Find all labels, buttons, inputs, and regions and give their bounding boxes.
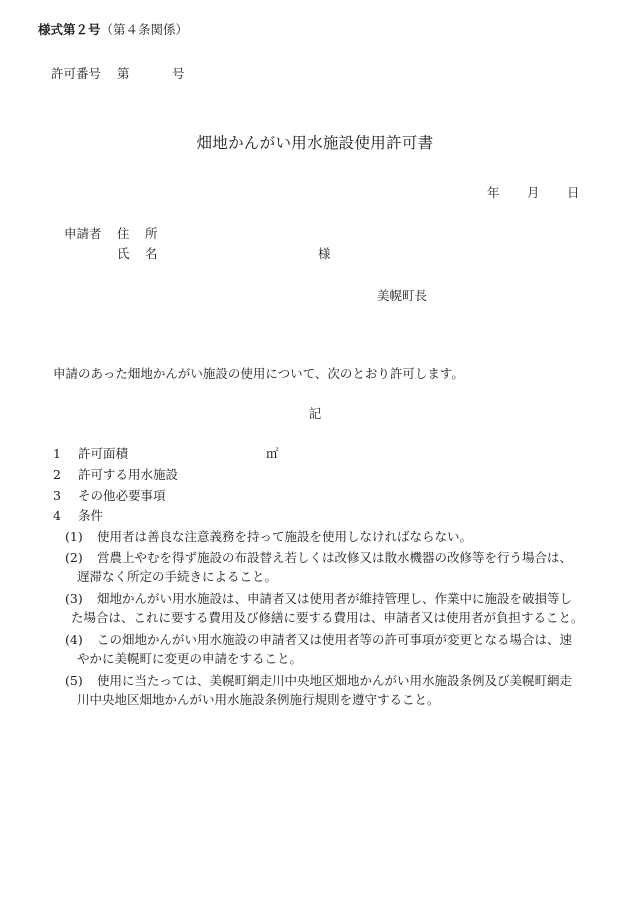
condition-line-1: 畑地かんがい用水施設は、申請者又は使用者が維持管理し、作業中に施設を破損等し: [97, 591, 573, 606]
condition-item: [65, 634, 610, 665]
item-text: 許可面積: [78, 446, 129, 461]
condition-line-1: 使用に当たっては、美幌町網走川中央地区畑地かんがい用水施設条例及び美幌町網走: [97, 673, 573, 688]
ki-heading: 記: [308, 406, 322, 421]
item-number: 2: [53, 467, 61, 482]
condition-number: (2): [65, 550, 83, 565]
permit-number-dai: 第: [117, 66, 130, 81]
condition-line-1: 営農上やむを得ず施設の布設替え若しくは改修又は散水機器の改修等を行う場合は、: [97, 550, 573, 565]
permit-number-label: 許可番号: [51, 66, 102, 81]
document-title: 畑地かんがい用水施設使用許可書: [196, 134, 434, 152]
item-text: 許可する用水施設: [78, 467, 179, 482]
permit-number-go: 号: [172, 66, 185, 81]
item-number: 4: [53, 508, 61, 523]
name-label-2: 名: [145, 246, 158, 261]
item-text: その他必要事項: [78, 488, 166, 503]
condition-line-1: この畑地かんがい用水施設の申請者又は使用者等の許可事項が変更となる場合は、速: [97, 632, 573, 647]
item-number: 3: [53, 488, 61, 503]
condition-number: (3): [65, 591, 83, 606]
date-month: 月: [527, 185, 540, 200]
condition-line-2: 遅滞なく所定の手続きによること。: [77, 568, 278, 584]
address-label-2: 所: [145, 226, 158, 241]
name-label-1: 氏: [117, 246, 130, 261]
applicant-label: 申請者: [64, 226, 102, 241]
date-day: 日: [567, 185, 580, 200]
condition-item: [65, 531, 610, 544]
condition-line-2: た場合は、これに要する費用及び修繕に要する費用は、申請者又は使用者が負担すること。: [71, 609, 584, 625]
date-year: 年: [487, 185, 500, 200]
condition-number: (1): [65, 529, 83, 544]
condition-number: (5): [65, 673, 83, 688]
condition-line-2: 川中央地区畑地かんがい用水施設条例施行規則を遵守すること。: [77, 691, 440, 707]
form-number: [38, 24, 188, 37]
item-text: 条件: [78, 508, 104, 523]
form-number-text: 様式第２号: [38, 22, 101, 37]
issuer: 美幌町長: [377, 288, 428, 303]
area-unit: ㎡: [266, 446, 279, 461]
intro-text: 申請のあった畑地かんがい施設の使用について、次のとおり許可します。: [53, 366, 464, 381]
address-label-1: 住: [117, 226, 130, 241]
condition-item: [65, 675, 610, 706]
condition-line-2: やかに美幌町に変更の申請をすること。: [77, 650, 303, 666]
condition-item: [65, 552, 610, 583]
item-number: 1: [53, 446, 61, 461]
form-relation: （第４条関係）: [100, 22, 189, 37]
condition-number: (4): [65, 632, 83, 647]
condition-line-1: 使用者は善良な注意義務を持って施設を使用しなければならない。: [97, 529, 473, 544]
condition-item: [65, 593, 610, 624]
honorific: 様: [318, 246, 331, 261]
